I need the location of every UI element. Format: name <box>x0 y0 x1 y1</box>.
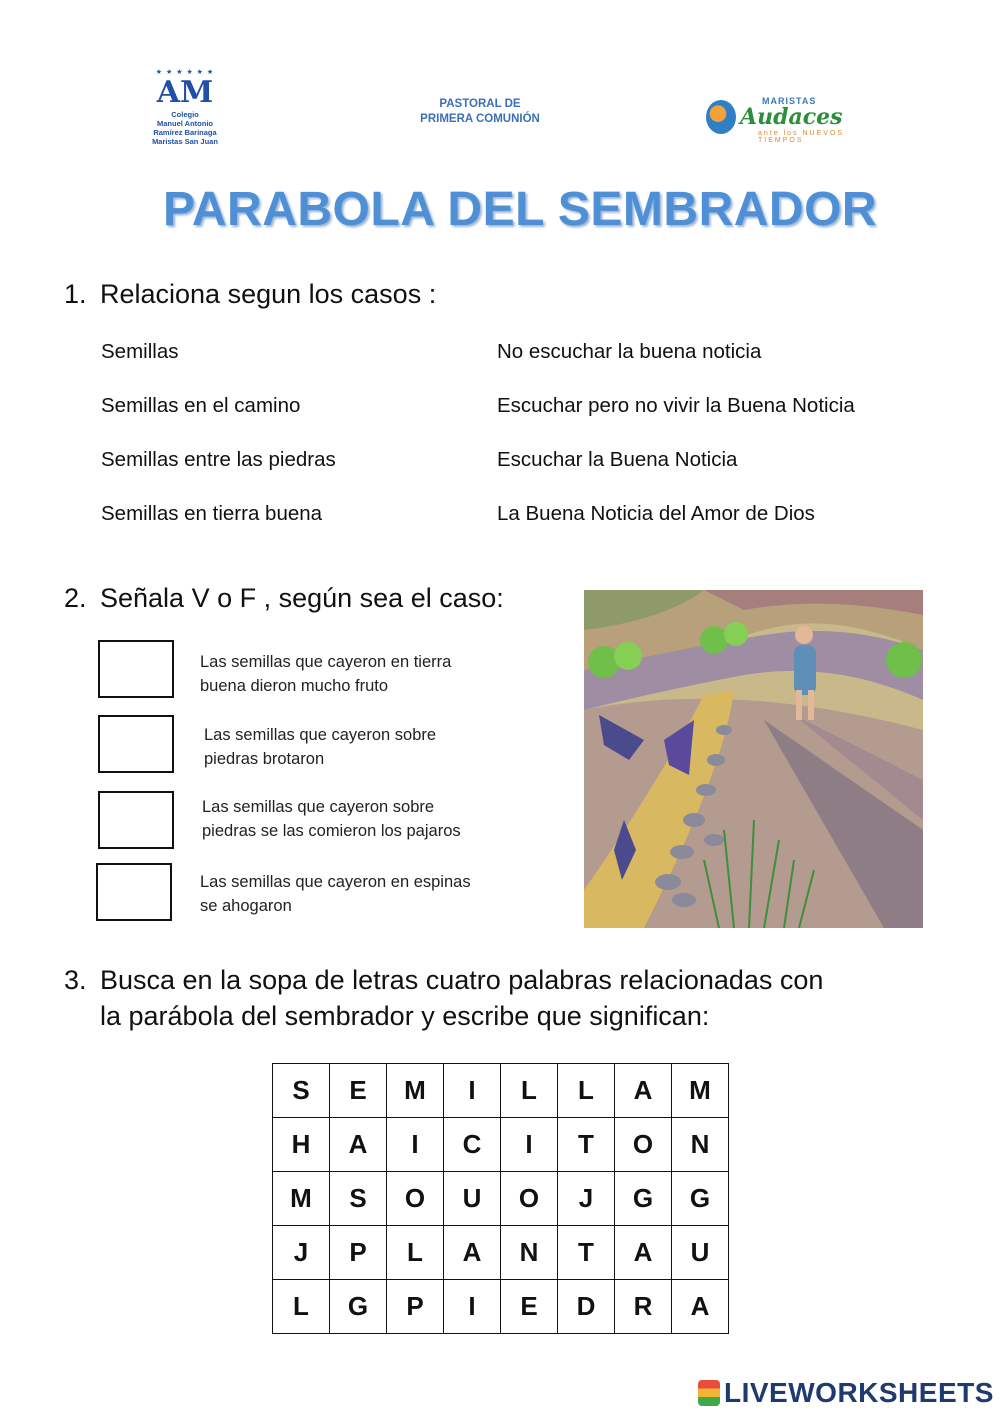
grid-cell[interactable]: P <box>387 1280 444 1334</box>
answer-box[interactable] <box>98 791 174 849</box>
grid-row <box>273 1118 729 1172</box>
grid-cell[interactable]: C <box>444 1118 501 1172</box>
grid-cell[interactable]: U <box>444 1172 501 1226</box>
match-right-item: Escuchar la Buena Noticia <box>497 448 738 471</box>
grid-cell[interactable]: O <box>615 1118 672 1172</box>
page-title: PARABOLA DEL SEMBRADOR <box>162 183 878 236</box>
grid-cell[interactable]: G <box>615 1172 672 1226</box>
answer-box[interactable] <box>98 640 174 698</box>
audaces-tagline-text: NUEVOS TIEMPOS <box>758 130 845 144</box>
grid-cell[interactable]: L <box>273 1280 330 1334</box>
q2-number: 2. <box>64 583 87 613</box>
grid-cell[interactable]: P <box>330 1226 387 1280</box>
q3-text-line1: Busca en la sopa de letras cuatro palabras relacionadas con <box>100 965 824 995</box>
grid-cell[interactable]: U <box>672 1226 729 1280</box>
statement-line: se ahogaron <box>200 897 292 915</box>
grid-cell[interactable]: A <box>330 1118 387 1172</box>
pastoral-line: PRIMERA COMUNIÓN <box>420 113 540 125</box>
grid-cell[interactable]: I <box>387 1118 444 1172</box>
grid-cell[interactable]: A <box>615 1226 672 1280</box>
grid-cell[interactable]: L <box>558 1064 615 1118</box>
match-left-item: Semillas <box>101 340 179 363</box>
match-left-item: Semillas entre las piedras <box>101 448 336 471</box>
statement-line: Las semillas que cayeron en espinas <box>200 873 471 891</box>
grid-cell[interactable]: M <box>273 1172 330 1226</box>
grid-cell[interactable]: A <box>444 1226 501 1280</box>
grid-cell[interactable]: L <box>387 1226 444 1280</box>
q3-text-line2: la parábola del sembrador y escribe que significan: <box>100 1001 710 1031</box>
grid-cell[interactable]: S <box>273 1064 330 1118</box>
audaces-main: Audaces <box>740 104 843 130</box>
grid-row <box>273 1172 729 1226</box>
statement-line: piedras brotaron <box>204 750 325 768</box>
q3-heading <box>64 962 823 1034</box>
school-monogram: AM <box>156 75 214 110</box>
school-name-line: Maristas San Juan <box>152 137 218 146</box>
sower-illustration <box>584 590 923 928</box>
grid-cell[interactable]: O <box>501 1172 558 1226</box>
answer-box[interactable] <box>96 863 172 921</box>
grid-cell[interactable]: A <box>615 1064 672 1118</box>
grid-cell[interactable]: I <box>501 1118 558 1172</box>
grid-cell[interactable]: E <box>501 1280 558 1334</box>
school-logo <box>140 68 230 146</box>
school-name-line: Colegio <box>171 110 199 119</box>
q3-number: 3. <box>64 965 87 995</box>
match-right-item: La Buena Noticia del Amor de Dios <box>497 502 815 525</box>
match-left-item: Semillas en el camino <box>101 394 301 417</box>
grid-cell[interactable]: E <box>330 1064 387 1118</box>
grid-cell[interactable]: M <box>672 1064 729 1118</box>
grid-cell[interactable]: H <box>273 1118 330 1172</box>
liveworksheets-brand: LIVEWORKSHEETS <box>724 1377 994 1408</box>
grid-cell[interactable]: T <box>558 1118 615 1172</box>
sower-scene-icon <box>584 590 923 928</box>
grid-cell[interactable]: J <box>558 1172 615 1226</box>
statement <box>204 723 436 771</box>
answer-box[interactable] <box>98 715 174 773</box>
q2-text: Señala V o F , según sea el caso: <box>100 583 504 613</box>
q2-heading <box>64 580 504 616</box>
grid-cell[interactable]: I <box>444 1280 501 1334</box>
liveworksheets-logo <box>698 1375 998 1411</box>
bird-logo-icon <box>706 100 736 134</box>
statement <box>200 650 451 698</box>
grid-cell[interactable]: N <box>672 1118 729 1172</box>
pastoral-heading <box>400 97 560 127</box>
school-name-line: Manuel Antonio <box>157 119 213 128</box>
pastoral-line: PASTORAL DE <box>439 98 521 110</box>
audaces-top: MARISTAS <box>762 96 817 106</box>
grid-row <box>273 1280 729 1334</box>
stars-icon: ★ ★ ★ ★ ★ ★ <box>155 69 215 76</box>
grid-cell[interactable]: I <box>444 1064 501 1118</box>
match-left-item: Semillas en tierra buena <box>101 502 323 525</box>
grid-cell[interactable]: A <box>672 1280 729 1334</box>
grid-cell[interactable]: G <box>330 1280 387 1334</box>
q1-text: Relaciona segun los casos : <box>100 279 437 309</box>
grid-cell[interactable]: T <box>558 1226 615 1280</box>
grid-cell[interactable]: M <box>387 1064 444 1118</box>
statement <box>202 795 461 843</box>
grid-cell[interactable]: G <box>672 1172 729 1226</box>
match-right-item: No escuchar la buena noticia <box>497 340 762 363</box>
q1-number: 1. <box>64 279 87 309</box>
statement-line: buena dieron mucho fruto <box>200 677 389 695</box>
q1-heading <box>64 276 436 312</box>
grid-row <box>273 1064 729 1118</box>
grid-cell[interactable]: J <box>273 1226 330 1280</box>
audaces-sub: ante los <box>758 130 799 137</box>
audaces-logo <box>702 92 862 144</box>
statement-line: Las semillas que cayeron en tierra <box>200 653 452 671</box>
word-search-grid <box>272 1063 729 1334</box>
grid-cell[interactable]: L <box>501 1064 558 1118</box>
match-right-item: Escuchar pero no vivir la Buena Noticia <box>497 394 855 417</box>
statement <box>200 870 471 918</box>
grid-cell[interactable]: R <box>615 1280 672 1334</box>
audaces-tagline <box>758 130 862 144</box>
grid-cell[interactable]: N <box>501 1226 558 1280</box>
statement-line: Las semillas que cayeron sobre <box>202 798 435 816</box>
grid-row <box>273 1226 729 1280</box>
school-name-line: Ramírez Barinaga <box>153 128 217 137</box>
grid-cell[interactable]: O <box>387 1172 444 1226</box>
grid-cell[interactable]: S <box>330 1172 387 1226</box>
grid-cell[interactable]: D <box>558 1280 615 1334</box>
statement-line: piedras se las comieron los pajaros <box>202 822 461 840</box>
liveworksheets-badge-icon <box>698 1380 720 1406</box>
statement-line: Las semillas que cayeron sobre <box>204 726 437 744</box>
